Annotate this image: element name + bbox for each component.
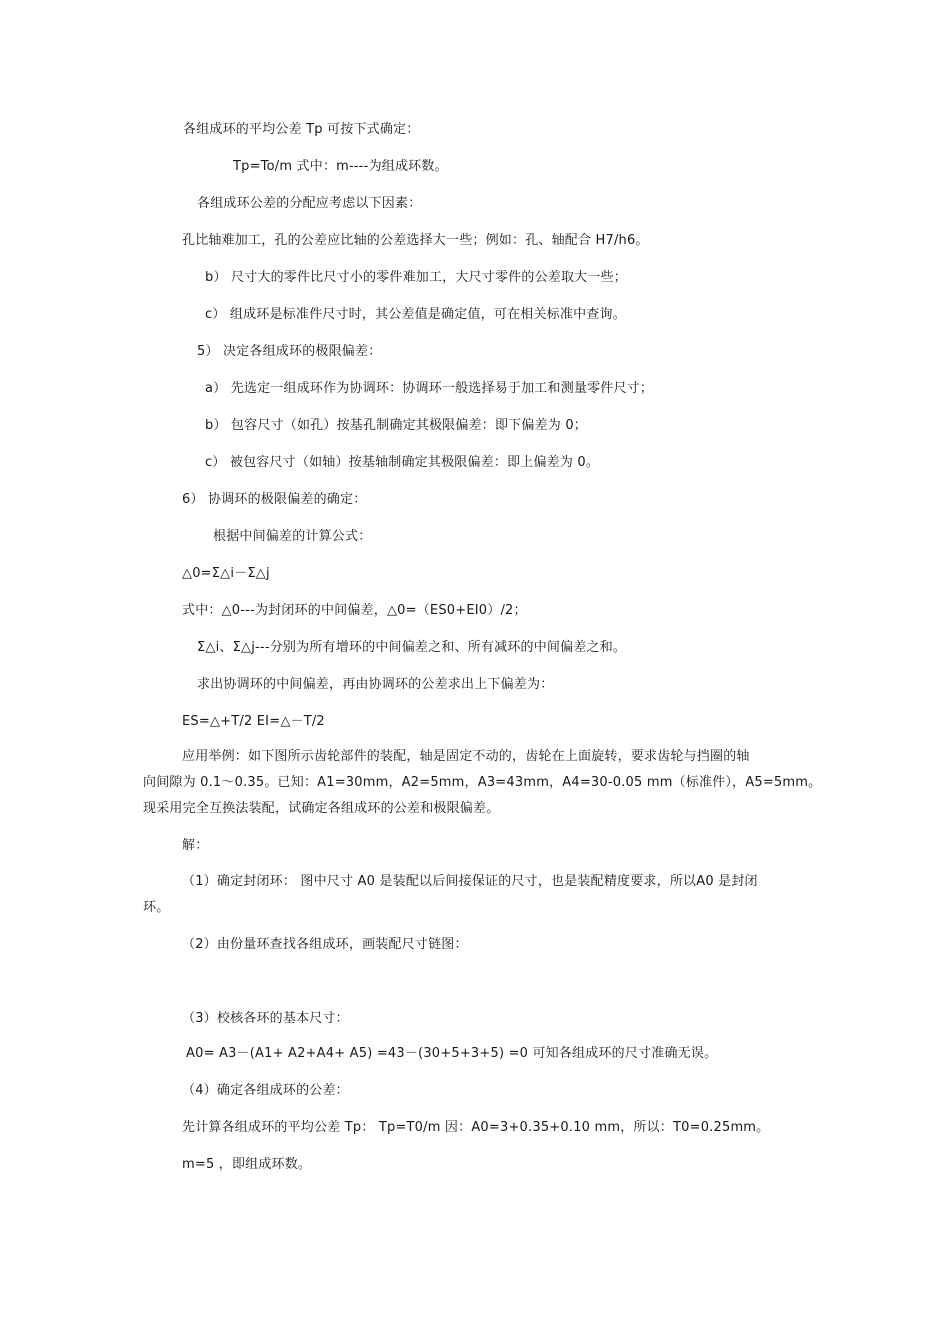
text-line: 求出协调环的中间偏差，再由协调环的公差求出上下偏差为： xyxy=(197,677,554,692)
text-line: c） 被包容尺寸（如轴）按基轴制确定其极限偏差：即上偏差为 0。 xyxy=(205,455,600,470)
text-line: 先计算各组成环的平均公差 Tp： Tp=T0/m 因：A0=3+0.35+0.10 mm，所以：T0=0.25mm。 xyxy=(182,1120,770,1135)
text-line: 解： xyxy=(182,838,209,853)
text-line: b） 包容尺寸（如孔）按基孔制确定其极限偏差：即下偏差为 0； xyxy=(205,418,587,433)
text-line: A0= A3－(A1+ A2+A4+ A5) =43－(30+5+3+5) =0 可知各组成环的尺寸准确无误。 xyxy=(186,1046,718,1061)
text-line: 应用举例：如下图所示齿轮部件的装配，轴是固定不动的，齿轮在上面旋转，要求齿轮与挡圈的轴 xyxy=(182,749,750,764)
text-line: 现采用完全互换法装配，试确定各组成环的公差和极限偏差。 xyxy=(143,801,500,816)
text-line: △0=Σ△i－Σ△j xyxy=(182,566,270,581)
text-line: 向间隙为 0.1～0.35。已知：A1=30mm，A2=5mm，A3=43mm，A4=30-0.05 mm（标准件），A5=5mm。 xyxy=(143,775,822,790)
text-line: 式中：△0---为封闭环的中间偏差，△0=（ES0+EI0）/2； xyxy=(182,603,527,618)
text-line: 孔比轴难加工，孔的公差应比轴的公差选择大一些；例如：孔、轴配合 H7/h6。 xyxy=(182,233,649,248)
text-line: 环。 xyxy=(143,900,170,915)
text-line: a） 先选定一组成环作为协调环：协调环一般选择易于加工和测量零件尺寸； xyxy=(205,381,654,396)
text-line: 根据中间偏差的计算公式： xyxy=(213,529,372,544)
text-line: b） 尺寸大的零件比尺寸小的零件难加工，大尺寸零件的公差取大一些； xyxy=(205,270,627,285)
text-line: Σ△i、Σ△j---分别为所有增环的中间偏差之和、所有减环的中间偏差之和。 xyxy=(197,640,627,655)
text-line: （2）由份量环查找各组成环，画装配尺寸链图： xyxy=(182,937,468,952)
text-line: 6） 协调环的极限偏差的确定： xyxy=(182,492,367,507)
text-line: ES=△+T/2 EI=△－T/2 xyxy=(182,714,325,729)
text-line: 各组成环的平均公差 Tp 可按下式确定： xyxy=(183,122,420,137)
text-line: （3）校核各环的基本尺寸： xyxy=(182,1011,349,1026)
text-line: Tp=To/m 式中：m----为组成环数。 xyxy=(233,159,448,174)
text-line: 各组成环公差的分配应考虑以下因素： xyxy=(197,196,422,211)
text-line: c） 组成环是标准件尺寸时，其公差值是确定值，可在相关标准中查询。 xyxy=(205,307,626,322)
text-line: 5） 决定各组成环的极限偏差： xyxy=(197,344,382,359)
text-line: （1）确定封闭环： 图中尺寸 A0 是装配以后间接保证的尺寸，也是装配精度要求，所以A0 是封闭 xyxy=(182,874,758,889)
text-line: （4）确定各组成环的公差： xyxy=(182,1083,349,1098)
text-line: m=5 ，即组成环数。 xyxy=(182,1157,312,1172)
